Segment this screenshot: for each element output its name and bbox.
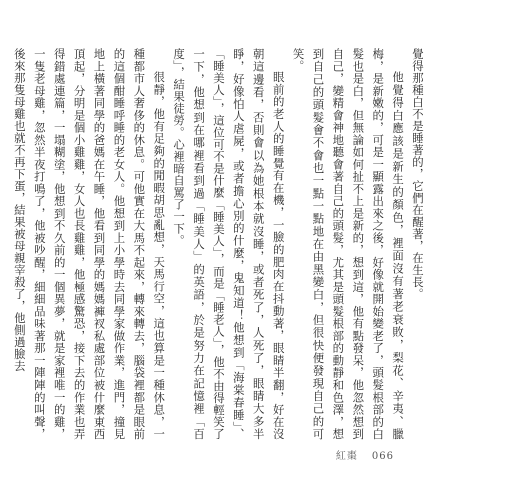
paragraph-4: 很靜，他有足夠的閒暇胡思亂想，天馬行空，這也算是一種休息，一種都市人奢侈的休息。可他實在大馬不起來，轉來轉去，腦袋裡都是眼前的這個酣睡呼睡的老女人。他想到上小學時去同學家做作業，進門，撞見地上橫著同學的爸媽在午睡，他看到同學的媽媽褲衩私處部位被什麼東西頂起，分明是個小雞雞，女人也長雞雞，他極感驚恐，接下去的作業也弄得錯處連篇，一塌糊塗，他想到不久前的一個異夢，就是家裡唯一的雞，一隻老母雞，忽然半夜打鳴了，他被吵醒，細細品味著那一陣陣的叫聲，後來那隻母雞也就不再下蛋，結果被母親宰殺了，他側過臉去 bbox=[12, 48, 167, 440]
paragraph-1: 覺得那種白不是睡著的，它們在醒著，在生長。 bbox=[411, 48, 425, 300]
running-head: 紅棗 bbox=[335, 451, 358, 462]
page-footer bbox=[336, 447, 394, 462]
vertical-text-body bbox=[9, 48, 427, 440]
paragraph-2: 他覺得白應該是新生的顏色，裡面沒有著老衰敗，梨花、辛夷、臘梅，是新嫩的，可是一顯露出來之後，好像就開始變老了，頭髮根部的白髮也是白，但無論如何扯不上是新的，想到這，他有點發呆，他忽然想到自己，變精會神地聽會著自己的頭髮，尤其是頭髮根部的動靜和色澤，想到自己的頭髮會不會也一點一點地在由黑變白，但很快便發現自己的可笑。 bbox=[291, 48, 406, 440]
page-number: 066 bbox=[371, 451, 394, 462]
paragraph-3: 眼前的老人的睡覺有在機，一臉的肥肉在抖動著，眼睛半翻，好在沒朝這邊看，否則會以為她根本就沒睡，或者死了，人死了，眼睛大多半睜，好像怕人虐屍，或者擔心別的什麼，鬼知道！他想到「海棠春睡」、「睡美人」，這位可不是什麼「睡美人」，而是「睡老人」，他不由得輕笑了一下，他想到在哪裡看到過「睡美人」的英語，於是努力在記憶裡「百度」，結果徒勞。心裡暗自罵了一下。 bbox=[172, 48, 286, 440]
